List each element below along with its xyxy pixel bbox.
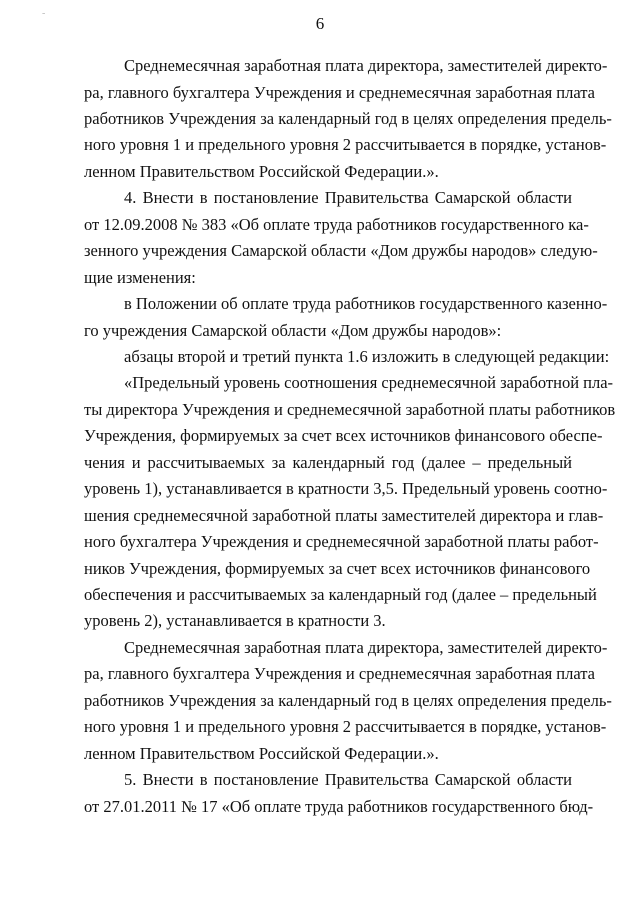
text-line: шения среднемесячной заработной платы заместителей директора и глав-	[84, 505, 604, 525]
text-line: 4. Внести в постановление Правительства Самарской области	[124, 188, 572, 208]
page-number: 6	[315, 14, 325, 33]
text-line: абзацы второй и третий пункта 1.6 изложить в следующей редакции:	[124, 346, 610, 366]
text-line: чения и рассчитываемых за календарный год (далее – предельный	[84, 452, 572, 472]
text-line: «Предельный уровень соотношения среднемесячной заработной пла-	[124, 373, 614, 393]
text-line: работников Учреждения за календарный год в целях определения предель-	[84, 108, 612, 128]
text-line: от 27.01.2011 № 17 «Об оплате труда работников государственного бюд-	[84, 796, 594, 816]
text-line: ного бухгалтера Учреждения и среднемесячной заработной платы работ-	[84, 532, 599, 552]
text-line: Среднемесячная заработная плата директора, заместителей директо-	[124, 637, 608, 657]
text-line: уровень 1), устанавливается в кратности 3,5. Предельный уровень соотно-	[84, 479, 608, 499]
text-line: от 12.09.2008 № 383 «Об оплате труда работников государственного ка-	[84, 214, 589, 234]
text-line: в Положении об оплате труда работников государственного казенно-	[124, 294, 608, 313]
text-line: ты директора Учреждения и среднемесячной заработной платы работников	[84, 399, 616, 419]
text-line: ленном Правительством Российской Федерации.».	[84, 743, 439, 763]
text-line: ра, главного бухгалтера Учреждения и среднемесячная заработная плата	[84, 664, 595, 684]
text-line: ного уровня 1 и предельного уровня 2 рассчитывается в порядке, установ-	[84, 717, 607, 737]
text-line: ленном Правительством Российской Федерации.».	[84, 161, 439, 181]
text-line: уровень 2), устанавливается в кратности 3.	[84, 611, 386, 631]
text-line: обеспечения и рассчитываемых за календарный год (далее – предельный	[84, 585, 597, 604]
text-line: 5. Внести в постановление Правительства Самарской области	[124, 770, 572, 790]
text-line: Учреждения, формируемых за счет всех источников финансового обеспе-	[84, 426, 603, 446]
text-line: Среднемесячная заработная плата директора, заместителей директо-	[124, 56, 608, 75]
text-line: ников Учреждения, формируемых за счет всех источников финансового	[84, 558, 591, 578]
text-line: щие изменения:	[84, 267, 196, 287]
text-line: зенного учреждения Самарской области «Дом дружбы народов» следую-	[84, 241, 598, 261]
corner-mark: -	[42, 8, 46, 19]
text-line: ра, главного бухгалтера Учреждения и среднемесячная заработная плата	[84, 82, 595, 102]
text-line: ного уровня 1 и предельного уровня 2 рассчитывается в порядке, установ-	[84, 135, 607, 155]
text-line: го учреждения Самарской области «Дом дружбы народов»:	[84, 320, 502, 340]
text-line: работников Учреждения за календарный год в целях определения предель-	[84, 690, 612, 710]
